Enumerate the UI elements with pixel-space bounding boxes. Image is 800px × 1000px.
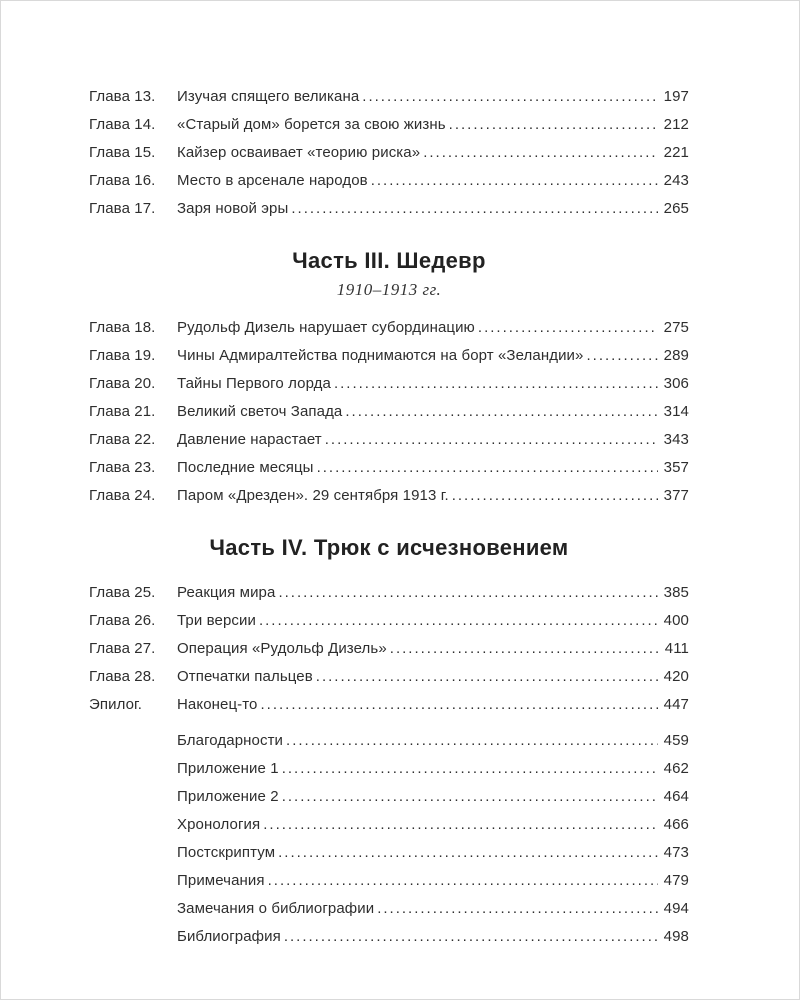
dot-leader [371, 167, 658, 195]
toc-entry [89, 783, 689, 811]
chapter-label: Глава 16. [89, 172, 156, 189]
toc-entry [89, 195, 689, 223]
chapter-title: Наконец-то [177, 696, 258, 713]
dot-leader [282, 783, 658, 811]
chapter-title: Тайны Первого лорда [177, 375, 331, 392]
dot-leader [282, 755, 658, 783]
dot-leader [286, 727, 658, 755]
entry-list [89, 314, 689, 510]
page-number: 265 [663, 200, 689, 217]
page-number: 306 [663, 375, 689, 392]
toc-entry [89, 579, 689, 607]
chapter-label: Глава 22. [89, 431, 156, 448]
dot-leader [345, 398, 657, 426]
page-number: 212 [663, 116, 689, 133]
chapter-label: Глава 20. [89, 375, 156, 392]
toc-entry [89, 426, 689, 454]
dot-leader [261, 691, 658, 719]
dot-leader [278, 839, 658, 867]
toc-entry [89, 370, 689, 398]
page-number: 464 [663, 788, 689, 805]
dot-leader [362, 83, 657, 111]
dot-leader [377, 895, 657, 923]
chapter-title: Библиография [177, 928, 281, 945]
toc-entry [89, 755, 689, 783]
page-number: 377 [663, 487, 689, 504]
toc-entry [89, 923, 689, 951]
page-number: 459 [663, 732, 689, 749]
entry-list [89, 83, 689, 223]
dot-leader [390, 635, 659, 663]
toc-entry [89, 867, 689, 895]
toc-entry [89, 839, 689, 867]
page-number: 400 [663, 612, 689, 629]
dot-leader [334, 370, 658, 398]
chapter-title: Великий светоч Запада [177, 403, 343, 420]
chapter-label: Глава 19. [89, 347, 156, 364]
part-subtitle: 1910–1913 гг. [336, 280, 442, 299]
page-number: 243 [663, 172, 689, 189]
chapter-title: Приложение 2 [177, 788, 279, 805]
page-number: 343 [663, 431, 689, 448]
dot-leader [259, 607, 658, 635]
toc-entry [89, 139, 689, 167]
chapter-title: Примечания [177, 872, 265, 889]
chapter-label: Эпилог. [89, 696, 143, 713]
toc-entry [89, 314, 689, 342]
dot-leader [586, 342, 657, 370]
page-number: 462 [663, 760, 689, 777]
toc-entry [89, 663, 689, 691]
page-number: 498 [663, 928, 689, 945]
dot-leader [325, 426, 658, 454]
toc-section [89, 534, 689, 719]
page-number: 314 [663, 403, 689, 420]
part-heading: Часть III. Шедевр [292, 248, 486, 273]
part-heading: Часть IV. Трюк с исчезновением [209, 535, 569, 560]
dot-leader [423, 139, 657, 167]
toc-section [89, 83, 689, 223]
chapter-title: «Старый дом» борется за свою жизнь [177, 116, 446, 133]
toc-entry [89, 83, 689, 111]
chapter-title: Замечания о библиографии [177, 900, 375, 917]
chapter-title: Изучая спящего великана [177, 88, 360, 105]
toc-entry [89, 727, 689, 755]
toc-entry [89, 895, 689, 923]
toc-entry [89, 454, 689, 482]
table-of-contents [1, 1, 799, 951]
page-number: 385 [663, 584, 689, 601]
chapter-label: Глава 27. [89, 640, 156, 657]
page-number: 447 [663, 696, 689, 713]
dot-leader [449, 111, 658, 139]
page-number: 473 [663, 844, 689, 861]
chapter-title: Операция «Рудольф Дизель» [177, 640, 387, 657]
page-number: 411 [664, 640, 689, 657]
toc-entry [89, 635, 689, 663]
toc-entry [89, 691, 689, 719]
chapter-title: Благодарности [177, 732, 284, 749]
chapter-label: Глава 18. [89, 319, 156, 336]
chapter-title: Отпечатки пальцев [177, 668, 313, 685]
chapter-label: Глава 24. [89, 487, 156, 504]
dot-leader [316, 663, 658, 691]
chapter-title: Чины Адмиралтейства поднимаются на борт «Зеландии» [177, 347, 584, 364]
dot-leader [284, 923, 658, 951]
page-number: 289 [663, 347, 689, 364]
chapter-label: Глава 14. [89, 116, 156, 133]
page-number: 197 [663, 88, 689, 105]
page-number: 420 [663, 668, 689, 685]
toc-entry [89, 167, 689, 195]
chapter-title: Последние месяцы [177, 459, 314, 476]
toc-entry [89, 398, 689, 426]
chapter-title: Реакция мира [177, 584, 276, 601]
chapter-label: Глава 28. [89, 668, 156, 685]
page-number: 357 [663, 459, 689, 476]
chapter-title: Рудольф Дизель нарушает субординацию [177, 319, 475, 336]
page-number: 479 [663, 872, 689, 889]
entry-list [89, 579, 689, 719]
dot-leader [452, 482, 658, 510]
chapter-label: Глава 23. [89, 459, 156, 476]
dot-leader [268, 867, 658, 895]
dot-leader [278, 579, 657, 607]
entry-list [89, 727, 689, 951]
chapter-label: Глава 17. [89, 200, 156, 217]
chapter-title: Кайзер осваивает «теорию риска» [177, 144, 421, 161]
chapter-label: Глава 26. [89, 612, 156, 629]
chapter-label: Глава 13. [89, 88, 156, 105]
toc-entry [89, 482, 689, 510]
chapter-label: Глава 21. [89, 403, 156, 420]
chapter-label: Глава 15. [89, 144, 156, 161]
chapter-title: Место в арсенале народов [177, 172, 368, 189]
chapter-title: Хронология [177, 816, 261, 833]
chapter-title: Приложение 1 [177, 760, 279, 777]
dot-leader [317, 454, 658, 482]
toc-entry [89, 607, 689, 635]
toc-section [89, 247, 689, 510]
dot-leader [263, 811, 657, 839]
toc-entry [89, 111, 689, 139]
page-number: 494 [663, 900, 689, 917]
chapter-label: Глава 25. [89, 584, 156, 601]
chapter-title: Заря новой эры [177, 200, 289, 217]
chapter-title: Паром «Дрезден». 29 сентября 1913 г. [177, 487, 449, 504]
toc-section [89, 727, 689, 951]
dot-leader [291, 195, 657, 223]
chapter-title: Постскриптум [177, 844, 276, 861]
dot-leader [478, 314, 658, 342]
chapter-title: Давление нарастает [177, 431, 322, 448]
chapter-title: Три версии [177, 612, 256, 629]
page-number: 221 [663, 144, 689, 161]
toc-entry [89, 811, 689, 839]
page-number: 466 [663, 816, 689, 833]
toc-entry [89, 342, 689, 370]
page-number: 275 [663, 319, 689, 336]
